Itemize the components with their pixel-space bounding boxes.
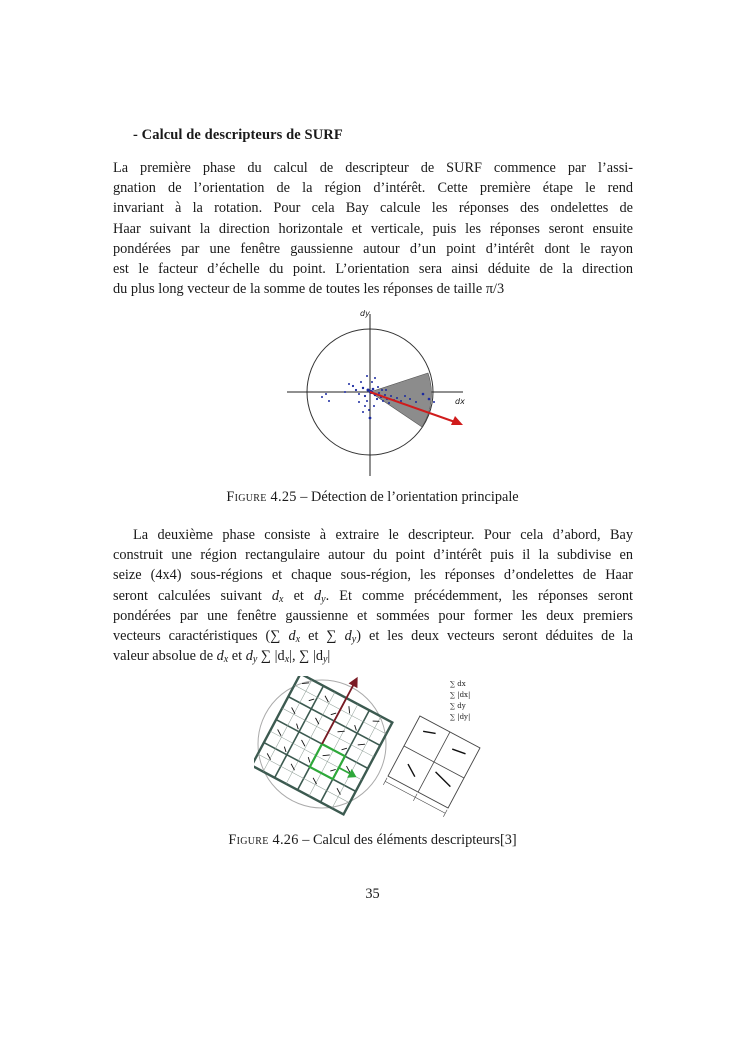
text-line: seront calculées suivant $d_x$ et $d_y$. Et comme précédemment, les réponses seront xyxy=(113,587,633,605)
figure-label: Figure 4.26 xyxy=(228,832,299,848)
feature-legend xyxy=(450,680,470,721)
caption-text: – Détection de l’orientation principale xyxy=(296,489,519,505)
dy-label: dy xyxy=(360,309,370,318)
svg-text:∑ |dx|: ∑ |dx| xyxy=(450,691,471,699)
text-line: valeur absolue de $d_x$ et $d_y$ ∑ $|d_x|$, ∑ $|d_y|$ xyxy=(113,648,331,666)
text-line: seize (4x4) sous-régions et chaque sous-région, les réponses d’ondelettes de Haar xyxy=(113,567,633,584)
rotated-grid xyxy=(254,676,404,814)
figure-caption-4-26 xyxy=(0,832,745,849)
text-line: La première phase du calcul de descripteur de SURF commence par l’assi- xyxy=(113,160,633,176)
orientation-figure xyxy=(283,306,471,478)
text-line: pondérées par une fenêtre gaussienne autour d’un point d’intérêt dont le rayon xyxy=(113,240,633,257)
text-line: invariant à la rotation. Pour cela Bay calcule les réponses des ondelettes de xyxy=(113,200,633,217)
text-line: pondérées par une fenêtre gaussienne et sommées pour former les deux premiers xyxy=(113,607,633,624)
zoomed-subregion xyxy=(383,716,480,817)
caption-text: – Calcul des éléments descripteurs[3] xyxy=(298,832,517,848)
figure-label: Figure 4.25 xyxy=(226,489,297,505)
section-heading: - Calcul de descripteurs de SURF xyxy=(133,127,343,143)
svg-text:∑ |dy|: ∑ |dy| xyxy=(450,713,471,721)
descriptor-figure xyxy=(254,676,496,818)
text-line: Haar suivant la direction horizontale et verticale, puis les réponses seront ensuite xyxy=(113,220,633,237)
text-line: vecteurs caractéristiques (∑ $d_x$ et ∑ $d_y$) et les deux vecteurs seront déduites de la xyxy=(113,628,633,646)
text-line: gnation de l’orientation de la région d’intérêt. Cette première étape le rend xyxy=(113,180,633,197)
paragraph-orientation xyxy=(113,158,633,299)
text-line: est le facteur d’échelle du point. L’orientation sera ainsi déduite de la direction xyxy=(113,261,633,278)
text-line: construit une région rectangulaire autour du point d’intérêt puis il la subdivise en xyxy=(113,547,633,564)
svg-text:∑ dx: ∑ dx xyxy=(450,680,466,688)
sliding-window-sector xyxy=(370,373,432,427)
text-line: du plus long vecteur de la somme de toutes les réponses de taille π/3 xyxy=(113,281,505,298)
dx-label: dx xyxy=(455,397,465,406)
svg-text:∑ dy: ∑ dy xyxy=(450,702,466,710)
paragraph-descriptor xyxy=(113,525,633,666)
text-line: La deuxième phase consiste à extraire le descripteur. Pour cela d’abord, Bay xyxy=(133,527,633,543)
figure-caption-4-25 xyxy=(0,489,745,506)
page-number: 35 xyxy=(365,886,380,902)
